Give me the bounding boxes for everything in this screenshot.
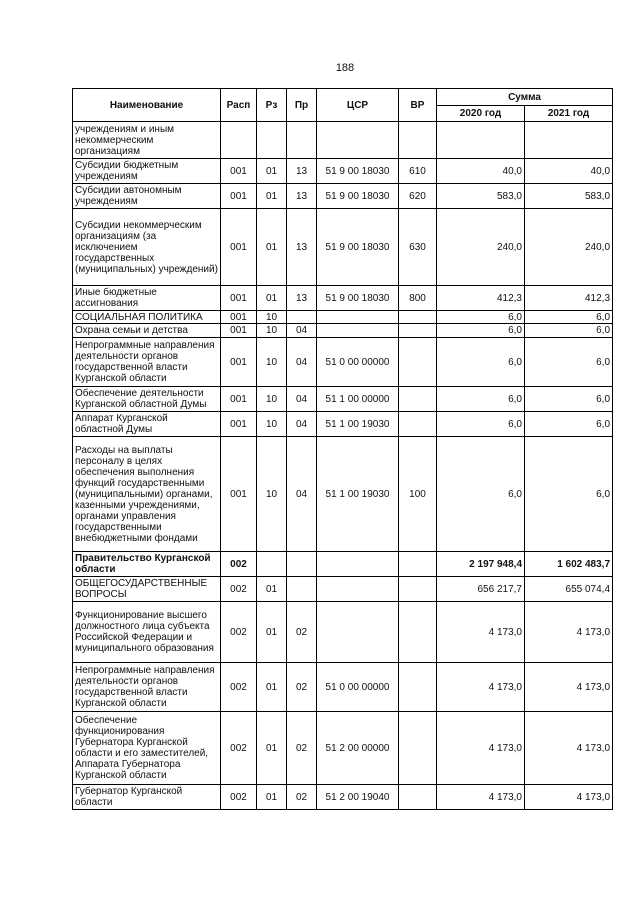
row-csr: 51 9 00 18030 [317,286,399,311]
row-amount-2021: 4 173,0 [525,602,613,663]
row-rasp: 001 [221,338,257,387]
row-name: Функционирование высшего должностного лица субъекта Российской Федерации и муниципального образования [73,602,221,663]
row-rasp: 002 [221,785,257,810]
table-row [73,663,613,712]
row-amount-2020: 6,0 [437,387,525,412]
row-rasp: 001 [221,437,257,552]
row-pr [287,311,317,324]
row-rasp [221,122,257,159]
table-row [73,324,613,338]
row-rz: 01 [257,209,287,286]
row-name: учреждениям и иным некоммерческим организациям [73,122,221,159]
row-pr: 02 [287,785,317,810]
row-vr [399,412,437,437]
row-amount-2020: 4 173,0 [437,785,525,810]
row-name: Правительство Курганской области [73,552,221,577]
row-csr: 51 1 00 19030 [317,412,399,437]
row-rasp: 001 [221,286,257,311]
row-amount-2021: 1 602 483,7 [525,552,613,577]
row-csr [317,552,399,577]
row-pr [287,577,317,602]
row-rasp: 002 [221,712,257,785]
row-rasp: 001 [221,209,257,286]
row-vr [399,311,437,324]
row-name: Непрограммные направления деятельности органов государственной власти Курганской области [73,663,221,712]
row-vr [399,785,437,810]
row-csr: 51 9 00 18030 [317,159,399,184]
row-pr: 13 [287,286,317,311]
table-row [73,387,613,412]
row-amount-2021: 6,0 [525,387,613,412]
row-csr: 51 0 00 00000 [317,338,399,387]
row-amount-2021 [525,122,613,159]
table-row [73,552,613,577]
row-csr [317,122,399,159]
row-rasp: 002 [221,602,257,663]
row-name: Обеспечение функционирования Губернатора Курганской области и его заместителей, Аппарата Губернатора Курганской области [73,712,221,785]
header-rasp: Расп [221,89,257,122]
row-amount-2021: 240,0 [525,209,613,286]
row-csr: 51 2 00 19040 [317,785,399,810]
row-amount-2020: 6,0 [437,437,525,552]
row-rz: 10 [257,412,287,437]
row-amount-2021: 6,0 [525,311,613,324]
table-row [73,159,613,184]
header-year-2021: 2021 год [525,106,613,122]
row-name: Расходы на выплаты персоналу в целях обеспечения выполнения функций государственными (муниципальными) органами, казенными учреждениями, органами управления государственными внебюджетными фондами [73,437,221,552]
row-pr: 02 [287,602,317,663]
table-row [73,184,613,209]
row-csr: 51 0 00 00000 [317,663,399,712]
header-year-2020: 2020 год [437,106,525,122]
row-rasp: 002 [221,577,257,602]
row-rz: 10 [257,338,287,387]
page-number: 188 [335,62,355,74]
table-row [73,122,613,159]
row-amount-2021: 6,0 [525,324,613,338]
row-name: Обеспечение деятельности Курганской областной Думы [73,387,221,412]
table-row [73,785,613,810]
row-csr [317,602,399,663]
row-rasp: 001 [221,412,257,437]
row-csr [317,311,399,324]
row-amount-2020: 412,3 [437,286,525,311]
row-name: Непрограммные направления деятельности органов государственной власти Курганской области [73,338,221,387]
row-rasp: 001 [221,387,257,412]
row-rasp: 001 [221,184,257,209]
header-pr: Пр [287,89,317,122]
row-rasp: 002 [221,552,257,577]
table-row [73,602,613,663]
row-pr: 13 [287,209,317,286]
row-rz [257,122,287,159]
row-rz: 10 [257,311,287,324]
row-amount-2021: 6,0 [525,437,613,552]
row-csr: 51 1 00 00000 [317,387,399,412]
row-amount-2020: 583,0 [437,184,525,209]
row-pr: 04 [287,324,317,338]
row-pr: 04 [287,437,317,552]
row-amount-2020: 6,0 [437,338,525,387]
table-row [73,286,613,311]
row-amount-2020: 240,0 [437,209,525,286]
row-vr [399,712,437,785]
header-sum: Сумма [437,89,613,106]
row-amount-2021: 4 173,0 [525,663,613,712]
row-amount-2021: 655 074,4 [525,577,613,602]
row-pr: 13 [287,184,317,209]
row-amount-2021: 4 173,0 [525,712,613,785]
row-rasp: 001 [221,311,257,324]
row-name: СОЦИАЛЬНАЯ ПОЛИТИКА [73,311,221,324]
header-csr: ЦСР [317,89,399,122]
row-amount-2021: 583,0 [525,184,613,209]
row-pr [287,552,317,577]
row-rz: 01 [257,663,287,712]
row-rz: 10 [257,437,287,552]
row-name: Аппарат Курганской областной Думы [73,412,221,437]
row-csr [317,577,399,602]
row-rasp: 002 [221,663,257,712]
row-vr [399,324,437,338]
row-amount-2021: 6,0 [525,412,613,437]
row-name: Субсидии автономным учреждениям [73,184,221,209]
row-vr: 100 [399,437,437,552]
row-amount-2020: 6,0 [437,324,525,338]
table-row [73,412,613,437]
header-vr: ВР [399,89,437,122]
row-vr: 610 [399,159,437,184]
row-csr: 51 1 00 19030 [317,437,399,552]
row-pr: 02 [287,712,317,785]
row-rasp: 001 [221,324,257,338]
row-name: ОБЩЕГОСУДАРСТВЕННЫЕ ВОПРОСЫ [73,577,221,602]
header-rz: Рз [257,89,287,122]
row-vr [399,577,437,602]
row-name: Субсидии некоммерческим организациям (за исключением государственных (муниципальных) учреждений) [73,209,221,286]
row-pr: 04 [287,338,317,387]
table-row [73,577,613,602]
row-rz: 01 [257,159,287,184]
row-csr: 51 2 00 00000 [317,712,399,785]
row-pr: 04 [287,412,317,437]
row-amount-2020: 4 173,0 [437,602,525,663]
row-csr: 51 9 00 18030 [317,209,399,286]
row-rz: 01 [257,184,287,209]
row-amount-2020: 40,0 [437,159,525,184]
row-rz [257,552,287,577]
row-vr [399,602,437,663]
budget-table [72,88,613,810]
row-pr: 02 [287,663,317,712]
row-rz: 01 [257,785,287,810]
table-body [73,122,613,810]
row-amount-2020: 6,0 [437,311,525,324]
row-pr: 13 [287,159,317,184]
row-amount-2021: 412,3 [525,286,613,311]
row-amount-2021: 4 173,0 [525,785,613,810]
row-amount-2020: 4 173,0 [437,663,525,712]
row-amount-2021: 6,0 [525,338,613,387]
table-row [73,338,613,387]
row-vr [399,663,437,712]
row-rz: 10 [257,387,287,412]
row-vr: 800 [399,286,437,311]
row-name: Субсидии бюджетным учреждениям [73,159,221,184]
row-rz: 01 [257,286,287,311]
row-csr [317,324,399,338]
row-name: Охрана семьи и детства [73,324,221,338]
row-csr: 51 9 00 18030 [317,184,399,209]
row-name: Губернатор Курганской области [73,785,221,810]
row-vr: 630 [399,209,437,286]
row-amount-2020: 6,0 [437,412,525,437]
table-row [73,437,613,552]
table-row [73,311,613,324]
row-name: Иные бюджетные ассигнования [73,286,221,311]
row-vr [399,122,437,159]
row-vr [399,338,437,387]
row-amount-2020: 2 197 948,4 [437,552,525,577]
row-rz: 01 [257,577,287,602]
row-rz: 01 [257,602,287,663]
table-row [73,209,613,286]
row-amount-2021: 40,0 [525,159,613,184]
row-amount-2020: 4 173,0 [437,712,525,785]
row-pr: 04 [287,387,317,412]
row-rz: 10 [257,324,287,338]
row-rz: 01 [257,712,287,785]
row-amount-2020 [437,122,525,159]
row-vr [399,552,437,577]
row-rasp: 001 [221,159,257,184]
row-vr: 620 [399,184,437,209]
row-pr [287,122,317,159]
header-name: Наименование [73,89,221,122]
row-amount-2020: 656 217,7 [437,577,525,602]
table-row [73,712,613,785]
row-vr [399,387,437,412]
